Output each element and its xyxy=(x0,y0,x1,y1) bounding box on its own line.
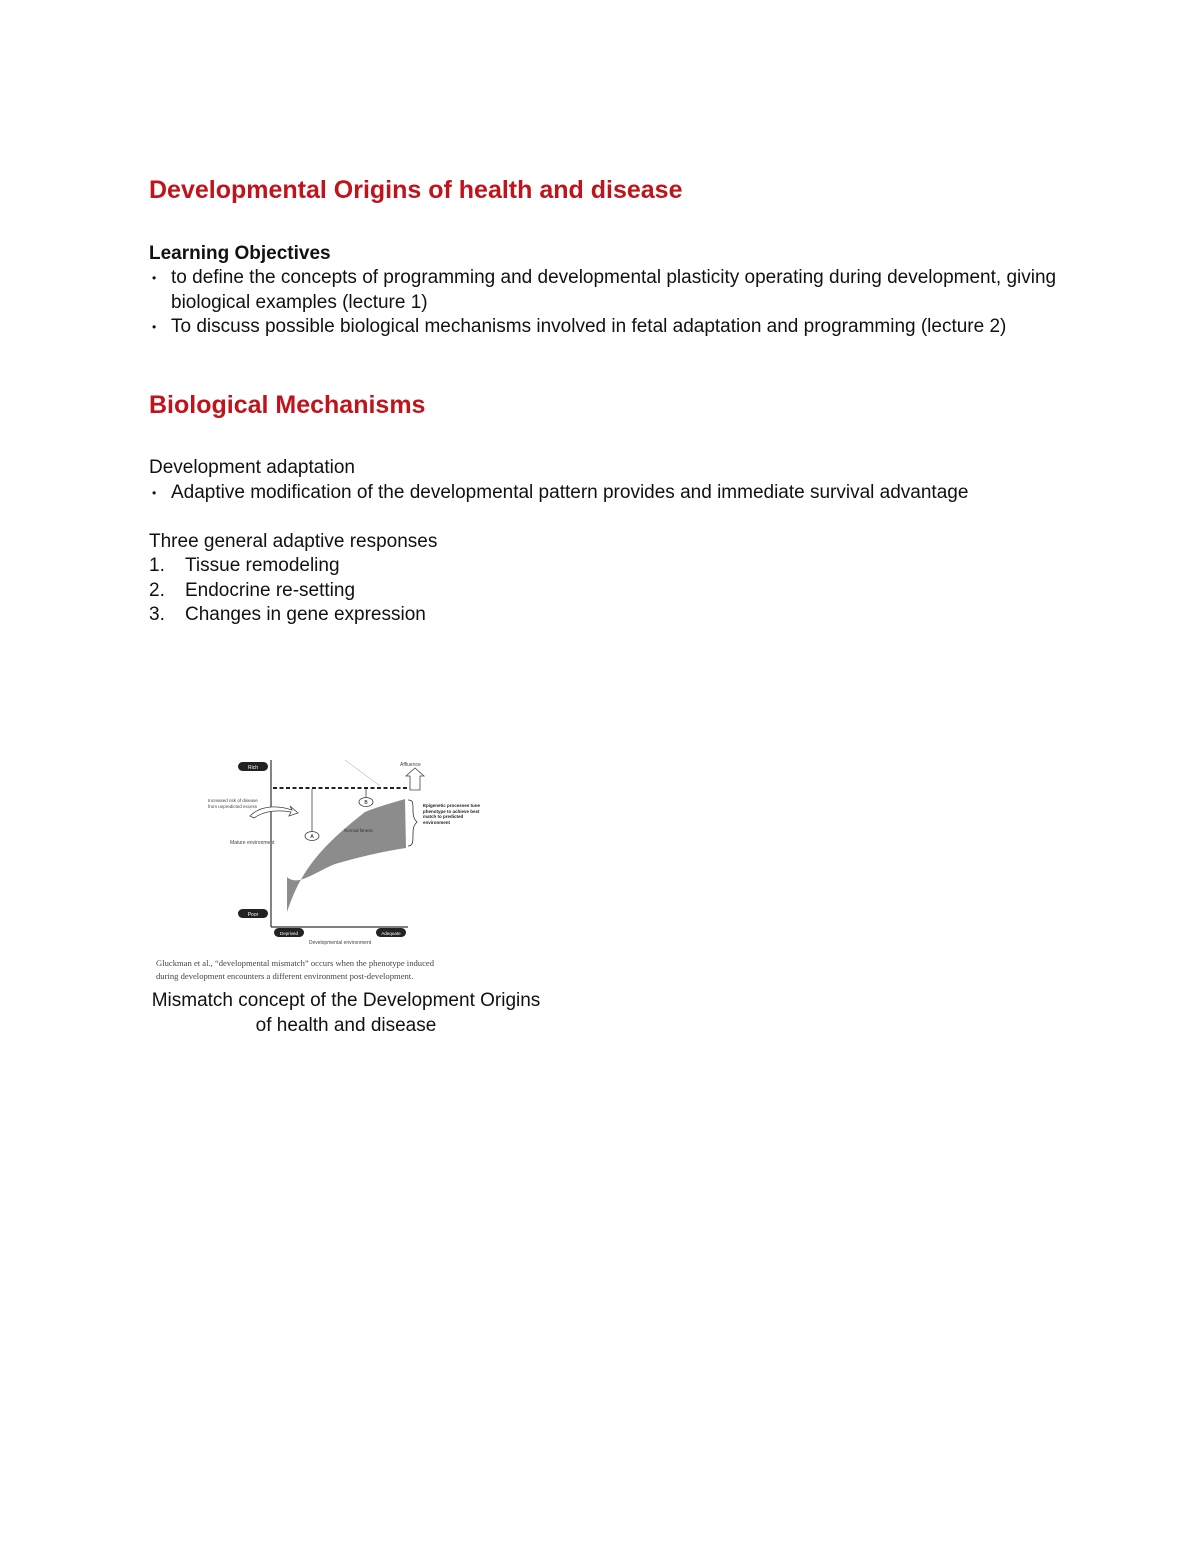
up-arrow-icon xyxy=(406,768,424,790)
item-number: 2. xyxy=(149,579,165,601)
adequate-label: Adequate xyxy=(381,931,401,936)
list-item xyxy=(149,603,1069,628)
objectives-heading: Learning Objectives xyxy=(149,243,331,264)
y-axis-title: Mature environment xyxy=(230,840,275,846)
response-text: Changes in gene expression xyxy=(185,604,426,625)
risk-note: Increased risk of disease from unpredicted excess xyxy=(208,798,258,809)
section-heading: Biological Mechanisms xyxy=(149,391,426,419)
brace-icon xyxy=(408,800,417,846)
bullet-icon: • xyxy=(152,320,157,334)
list-item xyxy=(149,579,1069,604)
decorative-line xyxy=(345,760,380,786)
poor-label: Poor xyxy=(247,912,259,918)
responses-list xyxy=(149,554,1069,628)
x-axis-title: Developmental environment xyxy=(308,940,372,946)
citation-line-2: during development encounters a different environment post-development. xyxy=(156,971,414,981)
item-number: 3. xyxy=(149,604,165,625)
adaptation-text: Adaptive modification of the developmental pattern provides and immediate survival advantage xyxy=(171,482,969,503)
mismatch-diagram xyxy=(150,752,530,987)
page-title: Developmental Origins of health and disease xyxy=(149,176,683,204)
bullet-icon: • xyxy=(152,486,157,500)
band-label: Normal fitness xyxy=(344,828,373,833)
response-text: Endocrine re-setting xyxy=(185,579,356,601)
response-text: Tissue remodeling xyxy=(185,555,340,576)
citation-line-1: Gluckman et al., “developmental mismatch” occurs when the phenotype induced xyxy=(156,958,435,968)
list-item xyxy=(149,315,1069,340)
responses-label: Three general adaptive responses xyxy=(149,531,438,552)
list-item xyxy=(149,266,1069,315)
affluence-label: Affluence xyxy=(400,762,421,768)
normal-fitness-band xyxy=(287,799,406,912)
adaptation-list xyxy=(149,481,1069,506)
objective-text: To discuss possible biological mechanisms involved in fetal adaptation and programming (lecture 2) xyxy=(171,316,1007,337)
rich-label: Rich xyxy=(247,765,259,771)
objective-text: to define the concepts of programming and developmental plasticity operating during development, giving biological examples (lecture 1) xyxy=(171,267,1057,313)
list-item xyxy=(149,481,1069,506)
adaptation-label: Development adaptation xyxy=(149,457,355,478)
list-item xyxy=(149,554,1069,579)
deprived-label: Deprived xyxy=(279,931,299,936)
bullet-icon: • xyxy=(152,271,157,285)
item-number: 1. xyxy=(149,555,165,576)
objectives-list xyxy=(149,266,1069,340)
epigenetic-note: Epigenetic processes tune phenotype to achieve best match to predicted environment xyxy=(423,803,481,825)
marker-b-label: B xyxy=(364,800,368,806)
figure-caption: Mismatch concept of the Development Origins of health and disease xyxy=(151,990,541,1036)
marker-a-label: A xyxy=(310,834,314,840)
